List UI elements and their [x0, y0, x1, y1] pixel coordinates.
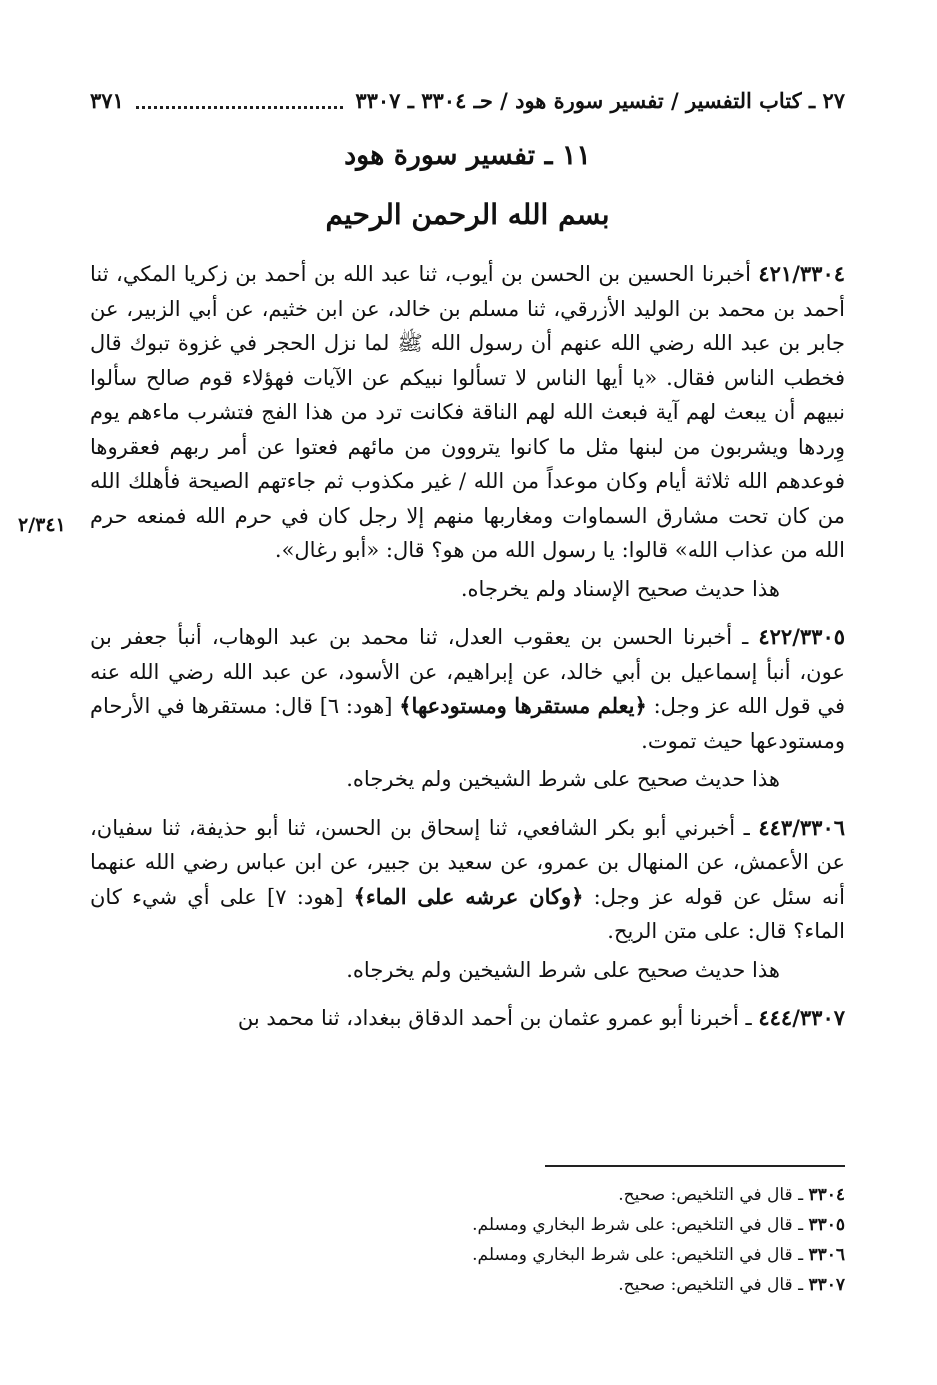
hadith-text: أخبرنا الحسين بن الحسن بن أيوب، ثنا عبد الله بن أحمد بن زكريا المكي، ثنا أحمد بن محمد بن الوليد الأزرقي، ثنا مسلم بن خالد، عن ابن خثيم، عن أبي الزبير، عن جابر بن عبد الله رضي الله عنهم أن رسول الله ﷺ لما نزل الحجر في غزوة تبوك قال فخطب الناس فقال. «يا أيها الناس لا تسألوا نبيكم عن الآيات فهؤلاء قوم صالح سألوا نبيهم أن يبعث لهم آية فبعث الله لهم الناقة فكانت ترد من هذا الفج فتشرب ماءهم يوم وِردها ويشربون من لبنها مثل ما كانوا يتروون من مائهم فعتوا عن أمر ربهم فعقروها فوعدهم الله ثلاثة أيام وكان موعداً من الله / غير مكذوب ثم جاءتهم الصيحة فأهلك الله من كان تحت مشارق السماوات ومغاربها منهم إلا رجل كان في حرم الله فمنعه حرم الله من عذاب الله» قالوا: يا رسول الله من هو؟ قال: «أبو رغال». — [90, 262, 845, 562]
running-header — [90, 80, 845, 120]
hadith-number: ٤٢٢/٣٣٠٥ — [758, 624, 845, 649]
footnote-text: ـ قال في التلخيص: صحيح. — [618, 1185, 809, 1205]
footnote-text: ـ قال في التلخيص: على شرط البخاري ومسلم. — [472, 1245, 809, 1265]
hadith-text-continued: [هود: ٧] على أي شيء كان الماء؟ قال: على متن الريح. — [90, 884, 845, 943]
chapter-title: ١١ ـ تفسير سورة هود — [344, 140, 591, 171]
footnote-text: ـ قال في التلخيص: على شرط البخاري ومسلم. — [472, 1215, 809, 1235]
hadith-number: ٤٢١/٣٣٠٤ — [758, 261, 845, 286]
footnote-text: ـ قال في التلخيص: صحيح. — [618, 1275, 809, 1295]
footnote — [90, 1210, 845, 1240]
footnote — [90, 1180, 845, 1210]
hadith-3307 — [90, 1001, 845, 1036]
margin-volume-page-reference: ٢/٣٤١ — [18, 514, 66, 536]
footnote — [90, 1270, 845, 1300]
footnote-number: ٣٣٠٦ — [808, 1245, 845, 1265]
header-dot-leader — [136, 92, 343, 109]
footnote-number: ٣٣٠٤ — [808, 1185, 845, 1205]
page-number: ٣٧١ — [90, 87, 124, 113]
running-title: ٢٧ ـ كتاب التفسير / تفسير سورة هود / حـ ٣٣٠٤ ـ ٣٣٠٧ — [355, 87, 845, 113]
footnotes — [90, 1180, 845, 1300]
hadith-text: ـ أخبرنا الحسن بن يعقوب العدل، ثنا محمد بن عبد الوهاب، أنبأ جعفر بن عون، أنبأ إسماعيل بن أبي خالد، عن إبراهيم، عن الأسود، عن عبد الله رضي الله عنه في قول الله عز وجل: — [90, 625, 846, 718]
hadith-3306 — [90, 811, 845, 949]
footnote-number: ٣٣٠٧ — [808, 1275, 845, 1295]
hadith-number: ٤٤٣/٣٣٠٦ — [758, 814, 845, 840]
hadith-number: ٤٤٤/٣٣٠٧ — [758, 1005, 845, 1030]
main-text — [90, 257, 845, 1036]
footnote — [90, 1240, 845, 1270]
hadith-text: ـ أخبرنا أبو عمرو عثمان بن أحمد الدقاق ببغداد، ثنا محمد بن — [237, 1006, 759, 1030]
footnote-number: ٣٣٠٥ — [808, 1215, 845, 1235]
hadith-3304 — [90, 257, 845, 568]
quran-quote: ﴿وكان عرشه على الماء﴾ — [353, 883, 584, 909]
footnote-divider — [545, 1165, 845, 1167]
hadith-verdict: هذا حديث صحيح على شرط الشيخين ولم يخرجاه. — [346, 957, 780, 982]
hadith-3305 — [90, 620, 845, 758]
basmala: بسم الله الرحمن الرحيم — [325, 198, 610, 231]
hadith-text: ـ أخبرني أبو بكر الشافعي، ثنا إسحاق بن الحسن، ثنا أبو حذيفة، ثنا سفيان، عن الأعمش، عن المنهال بن عمرو، عن سعيد بن جبير، عن ابن عباس رضي الله عنهما أنه سئل عن قوله عز وجل: — [90, 815, 845, 909]
hadith-verdict: هذا حديث صحيح الإسناد ولم يخرجاه. — [460, 576, 780, 601]
hadith-text-continued: [هود: ٦] قال: مستقرها في الأرحام ومستودعها حيث تموت. — [90, 694, 845, 753]
hadith-verdict: هذا حديث صحيح على شرط الشيخين ولم يخرجاه. — [346, 767, 780, 791]
quran-quote: ﴿يعلم مستقرها ومستودعها﴾ — [399, 693, 647, 718]
